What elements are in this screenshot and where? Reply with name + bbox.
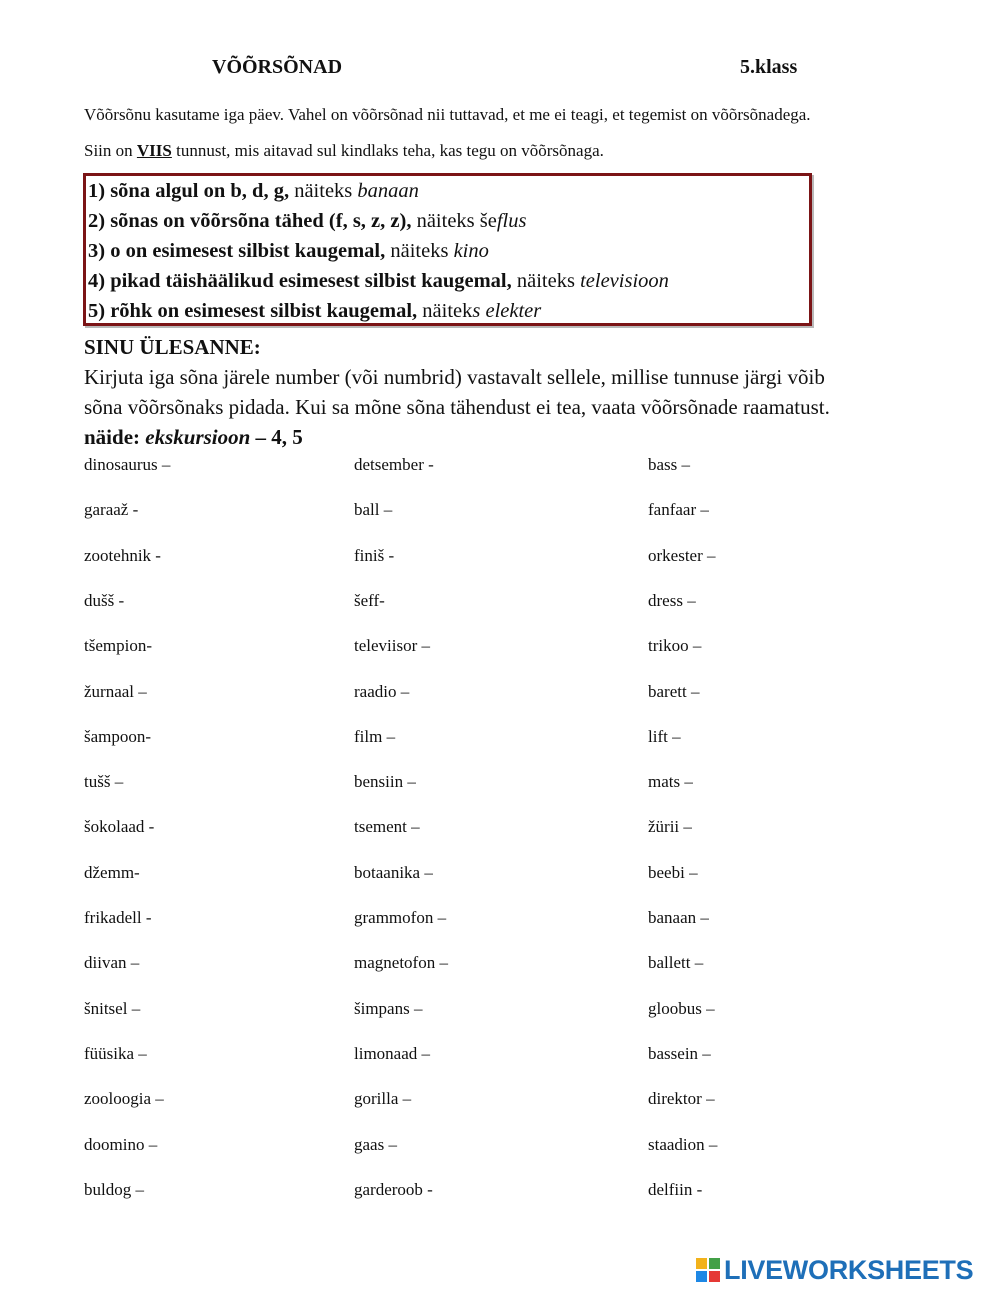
word-item: mats – (648, 772, 693, 791)
grade-label: 5.klass (740, 56, 798, 78)
example-word: ekskursioon (145, 425, 251, 449)
word-item: detsember - (354, 455, 434, 474)
word-item: dress – (648, 591, 696, 610)
word-item: beebi – (648, 863, 698, 882)
intro-line-1: Võõrsõnu kasutame iga päev. Vahel on võõrsõnad nii tuttavad, et me ei teagi, et tegemist on võõrsõnadega. (84, 105, 811, 124)
word-item: doomino – (84, 1135, 158, 1154)
word-item: bass – (648, 455, 691, 474)
word-item: dinosaurus – (84, 455, 171, 474)
word-item: banaan – (648, 908, 709, 927)
word-item: barett – (648, 682, 700, 701)
word-item: bassein – (648, 1044, 711, 1063)
intro-line-2-emphasis: VIIS (136, 141, 172, 160)
rule-5-connector: näitek (417, 300, 473, 322)
word-item: zootehnik - (84, 546, 161, 565)
rule-3 (88, 240, 489, 263)
logo-square-2 (709, 1258, 720, 1269)
word-item: limonaad – (354, 1044, 431, 1063)
page-title: VÕÕRSÕNAD (212, 56, 343, 78)
liveworksheets-logo-text: LIVEWORKSHEETS (724, 1254, 974, 1285)
word-item: buldog – (84, 1180, 144, 1199)
word-item: tsement – (354, 817, 420, 836)
word-item: botaanika – (354, 863, 433, 882)
rule-4-condition: 4) pikad täishäälikud esimesest silbist kaugemal, (88, 270, 512, 292)
word-item: frikadell - (84, 908, 152, 927)
word-item: delfiin - (648, 1180, 703, 1199)
rule-2 (88, 210, 526, 233)
word-item: ballett – (648, 953, 704, 972)
task-heading: SINU ÜLESANNE: (84, 335, 261, 359)
rule-4-connector: näiteks (511, 270, 581, 292)
rule-5-condition: 5) rõhk on esimesest silbist kaugemal, (88, 300, 418, 322)
word-item: gorilla – (354, 1089, 412, 1108)
word-item: grammofon – (354, 908, 447, 927)
example-answer: – 4, 5 (250, 425, 303, 449)
word-item: šnitsel – (84, 999, 141, 1018)
word-item: tušš – (84, 772, 124, 791)
word-item: šimpans – (354, 999, 423, 1018)
rule-4-example: televisioon (580, 270, 669, 292)
word-item: žurnaal – (84, 682, 147, 701)
word-item: finiš - (354, 546, 395, 565)
word-item: film – (354, 727, 396, 746)
rule-2-connector: näiteks še (411, 210, 497, 232)
word-item: šokolaad - (84, 817, 155, 836)
logo-square-4 (709, 1271, 720, 1282)
rules-box (83, 173, 812, 326)
rule-2-example: flus (496, 210, 527, 232)
word-item: bensiin – (354, 772, 416, 791)
word-item: ball – (354, 500, 393, 519)
word-item: gloobus – (648, 999, 715, 1018)
example-label: näide: (84, 425, 146, 449)
word-item: staadion – (648, 1135, 718, 1154)
rule-4 (88, 270, 669, 293)
rule-5-example: s elekter (472, 300, 542, 322)
word-item: füüsika – (84, 1044, 147, 1063)
task-example (84, 425, 303, 450)
word-item: raadio – (354, 682, 410, 701)
liveworksheets-mark-icon (696, 1258, 720, 1282)
word-item: magnetofon – (354, 953, 448, 972)
word-item: fanfaar – (648, 500, 709, 519)
intro-line-2-end: tunnust, mis aitavad sul kindlaks teha, kas tegu on võõrsõnaga. (171, 141, 604, 160)
rule-1-connector: näiteks (289, 180, 358, 202)
word-item: zooloogia – (84, 1089, 164, 1108)
intro-line-2 (84, 141, 604, 161)
word-item: direktor – (648, 1089, 715, 1108)
rule-1 (88, 180, 419, 203)
word-item: džemm- (84, 863, 140, 882)
word-item: šeff- (354, 591, 385, 610)
logo-square-1 (696, 1258, 707, 1269)
liveworksheets-logo (696, 1254, 973, 1286)
word-item: dušš - (84, 591, 125, 610)
rule-3-connector: näiteks (385, 240, 454, 262)
word-item: garaaž - (84, 500, 139, 519)
word-item: tšempion- (84, 636, 152, 655)
word-item: žürii – (648, 817, 692, 836)
rule-3-example: kino (453, 240, 489, 262)
rule-5 (88, 300, 541, 323)
word-item: trikoo – (648, 636, 702, 655)
logo-square-3 (696, 1271, 707, 1282)
word-item: orkester – (648, 546, 716, 565)
rule-1-example: banaan (357, 180, 419, 202)
rule-1-condition: 1) sõna algul on b, d, g, (88, 180, 290, 202)
task-instruction-line-1: Kirjuta iga sõna järele number (või numbrid) vastavalt sellele, millise tunnuse järgi võib (84, 365, 825, 389)
word-item: šampoon- (84, 727, 152, 746)
word-item: televiisor – (354, 636, 431, 655)
rule-2-condition: 2) sõnas on võõrsõna tähed (f, s, z, z), (88, 210, 412, 232)
task-instruction-line-2: sõna võõrsõnaks pidada. Kui sa mõne sõna tähendust ei tea, vaata võõrsõnade raamatust. (84, 395, 830, 419)
word-item: gaas – (354, 1135, 397, 1154)
word-item: lift – (648, 727, 681, 746)
rule-3-condition: 3) o on esimesest silbist kaugemal, (88, 240, 386, 262)
intro-line-2-start: Siin on (84, 141, 137, 160)
word-item: diivan – (84, 953, 140, 972)
word-item: garderoob - (354, 1180, 433, 1199)
